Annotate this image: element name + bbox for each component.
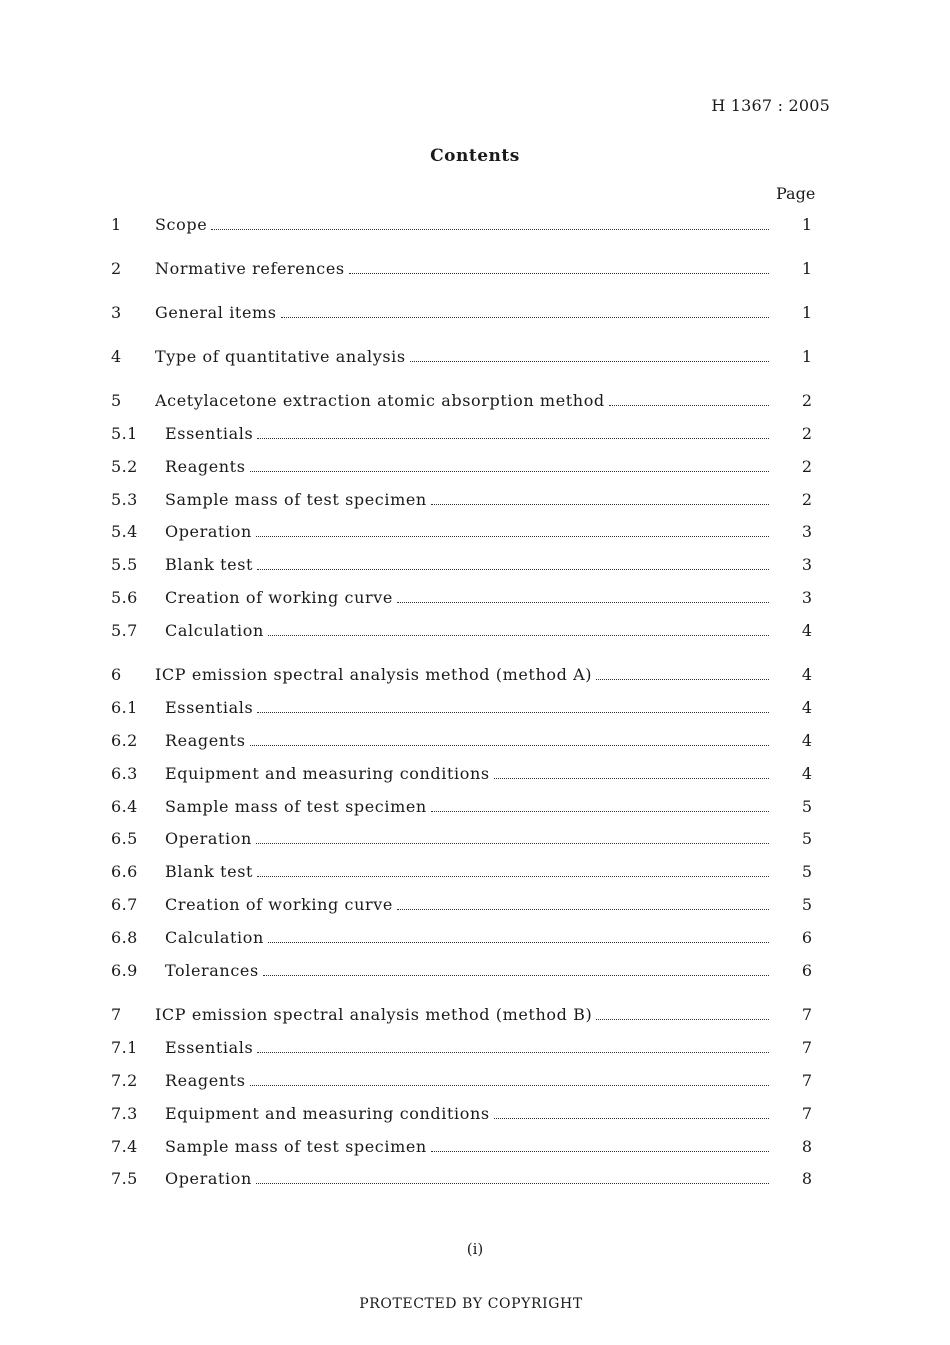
toc-entry-page: 7 xyxy=(801,1005,813,1024)
dot-leader xyxy=(256,1183,769,1184)
toc-entry[interactable] xyxy=(111,894,811,916)
toc-entry[interactable] xyxy=(111,587,811,609)
dot-leader xyxy=(609,405,769,406)
toc-entry-label: Operation xyxy=(165,522,252,541)
toc-entry-body xyxy=(165,1168,771,1190)
toc-entry-body xyxy=(155,258,771,280)
toc-entry-number: 6 xyxy=(111,665,122,684)
dot-leader xyxy=(494,1118,769,1119)
toc-entry-label: Creation of working curve xyxy=(165,895,393,914)
toc-entry[interactable] xyxy=(111,489,811,511)
toc-entry[interactable] xyxy=(111,730,811,752)
dot-leader xyxy=(431,1151,769,1152)
toc-entry-body xyxy=(165,1136,771,1158)
toc-entry-number: 5 xyxy=(111,391,122,410)
toc-entry-page: 2 xyxy=(801,424,813,443)
toc-entry-page: 4 xyxy=(801,621,813,640)
dot-leader xyxy=(257,438,769,439)
toc-entry-label: Operation xyxy=(165,1169,252,1188)
page-column-header: Page xyxy=(776,184,816,203)
dot-leader xyxy=(494,778,769,779)
toc-entry-label: Acetylacetone extraction atomic absorption method xyxy=(155,391,605,410)
dot-leader xyxy=(250,471,769,472)
toc-entry[interactable] xyxy=(111,1037,811,1059)
toc-entry-body xyxy=(165,828,771,850)
toc-entry-body xyxy=(165,521,771,543)
toc-entry-page: 1 xyxy=(801,215,813,234)
toc-entry-body xyxy=(165,763,771,785)
copyright-footer: PROTECTED BY COPYRIGHT xyxy=(359,1296,583,1312)
toc-entry-page: 2 xyxy=(801,391,813,410)
toc-entry-body xyxy=(165,489,771,511)
toc-entry-label: Reagents xyxy=(165,1071,246,1090)
toc-entry-page: 5 xyxy=(801,829,813,848)
toc-entry-body xyxy=(155,664,771,686)
toc-entry[interactable] xyxy=(111,960,811,982)
toc-entry-page: 6 xyxy=(801,961,813,980)
toc-entry-label: Reagents xyxy=(165,457,246,476)
dot-leader xyxy=(250,1085,769,1086)
toc-entry-page: 8 xyxy=(801,1169,813,1188)
toc-entry[interactable] xyxy=(111,697,811,719)
toc-entry-page: 1 xyxy=(801,259,813,278)
toc-entry-number: 5.6 xyxy=(111,588,138,607)
toc-entry-body xyxy=(165,894,771,916)
toc-entry-number: 6.4 xyxy=(111,797,138,816)
toc-entry-body xyxy=(165,796,771,818)
dot-leader xyxy=(256,536,769,537)
toc-entry-number: 5.1 xyxy=(111,424,138,443)
toc-entry-label: Operation xyxy=(165,829,252,848)
dot-leader xyxy=(410,361,769,362)
toc-entry-page: 7 xyxy=(801,1104,813,1123)
toc-entry[interactable] xyxy=(111,456,811,478)
toc-entry[interactable] xyxy=(111,796,811,818)
toc-entry-number: 6.5 xyxy=(111,829,138,848)
toc-entry-body xyxy=(165,620,771,642)
toc-entry-body xyxy=(165,960,771,982)
toc-entry[interactable] xyxy=(111,763,811,785)
toc-entry-number: 4 xyxy=(111,347,122,366)
toc-entry-label: Sample mass of test specimen xyxy=(165,490,427,509)
toc-entry-page: 6 xyxy=(801,928,813,947)
toc-entry-body xyxy=(155,214,771,236)
dot-leader xyxy=(349,273,769,274)
toc-entry-label: Blank test xyxy=(165,555,254,574)
toc-entry-body xyxy=(155,390,771,412)
toc-entry-body xyxy=(165,423,771,445)
toc-entry[interactable] xyxy=(111,214,811,236)
toc-entry-page: 1 xyxy=(801,347,813,366)
toc-entry-page: 4 xyxy=(801,698,813,717)
toc-entry[interactable] xyxy=(111,828,811,850)
toc-entry-label: ICP emission spectral analysis method (method B) xyxy=(155,1005,593,1024)
toc-entry-label: Scope xyxy=(155,215,208,234)
toc-entry-label: Tolerances xyxy=(165,961,259,980)
toc-entry-label: Equipment and measuring conditions xyxy=(165,1104,490,1123)
toc-entry-body xyxy=(155,1004,771,1026)
toc-entry-label: Type of quantitative analysis xyxy=(155,347,406,366)
toc-entry[interactable] xyxy=(111,861,811,883)
toc-entry-label: Essentials xyxy=(165,424,254,443)
toc-entry[interactable] xyxy=(111,927,811,949)
dot-leader xyxy=(596,679,769,680)
toc-entry-label: Sample mass of test specimen xyxy=(165,797,427,816)
dot-leader xyxy=(250,745,769,746)
dot-leader xyxy=(211,229,769,230)
dot-leader xyxy=(596,1019,769,1020)
toc-entry[interactable] xyxy=(111,1004,811,1026)
toc-entry-number: 6.3 xyxy=(111,764,138,783)
toc-entry[interactable] xyxy=(111,620,811,642)
toc-entry-number: 6.1 xyxy=(111,698,138,717)
toc-entry-page: 5 xyxy=(801,895,813,914)
dot-leader xyxy=(257,876,769,877)
toc-entry-body xyxy=(165,730,771,752)
dot-leader xyxy=(268,942,769,943)
toc-entry-number: 5.2 xyxy=(111,457,138,476)
toc-entry-number: 1 xyxy=(111,215,122,234)
toc-entry-body xyxy=(155,302,771,324)
toc-entry-page: 4 xyxy=(801,764,813,783)
toc-entry-label: Essentials xyxy=(165,1038,254,1057)
dot-leader xyxy=(268,635,769,636)
toc-entry-body xyxy=(165,927,771,949)
dot-leader xyxy=(431,504,769,505)
dot-leader xyxy=(257,1052,769,1053)
toc-entry-page: 4 xyxy=(801,665,813,684)
toc-entry-label: Calculation xyxy=(165,621,264,640)
dot-leader xyxy=(397,909,769,910)
dot-leader xyxy=(263,975,769,976)
toc-entry-page: 3 xyxy=(801,522,813,541)
toc-entry-number: 7.4 xyxy=(111,1137,138,1156)
toc-entry[interactable] xyxy=(111,521,811,543)
toc-entry-body xyxy=(165,1070,771,1092)
dot-leader xyxy=(257,569,769,570)
toc-entry-page: 4 xyxy=(801,731,813,750)
toc-entry-body xyxy=(165,1103,771,1125)
toc-entry-number: 7.2 xyxy=(111,1071,138,1090)
toc-entry-page: 1 xyxy=(801,303,813,322)
toc-entry[interactable] xyxy=(111,1136,811,1158)
toc-entry-label: Equipment and measuring conditions xyxy=(165,764,490,783)
toc-entry-number: 6.8 xyxy=(111,928,138,947)
toc-entry[interactable] xyxy=(111,346,811,368)
dot-leader xyxy=(256,843,769,844)
toc-entry-number: 5.7 xyxy=(111,621,138,640)
toc-entry-label: General items xyxy=(155,303,277,322)
dot-leader xyxy=(257,712,769,713)
toc-entry-body xyxy=(165,861,771,883)
toc-entry-number: 5.5 xyxy=(111,555,138,574)
toc-entry-label: Blank test xyxy=(165,862,254,881)
toc-entry[interactable] xyxy=(111,554,811,576)
toc-entry[interactable] xyxy=(111,390,811,412)
toc-entry[interactable] xyxy=(111,258,811,280)
toc-entry-page: 3 xyxy=(801,588,813,607)
toc-entry-label: Sample mass of test specimen xyxy=(165,1137,427,1156)
toc-entry-body xyxy=(165,697,771,719)
toc-entry[interactable] xyxy=(111,664,811,686)
toc-entry-page: 8 xyxy=(801,1137,813,1156)
page-number: (i) xyxy=(466,1240,484,1258)
toc-entry[interactable] xyxy=(111,1168,811,1190)
toc-entry-page: 2 xyxy=(801,490,813,509)
toc-entry[interactable] xyxy=(111,1070,811,1092)
toc-entry-label: Essentials xyxy=(165,698,254,717)
toc-entry-body xyxy=(165,554,771,576)
toc-entry-label: Normative references xyxy=(155,259,345,278)
toc-entry-number: 6.9 xyxy=(111,961,138,980)
toc-entry-number: 7.5 xyxy=(111,1169,138,1188)
toc-entry-page: 3 xyxy=(801,555,813,574)
toc-entry-body xyxy=(155,346,771,368)
toc-entry-label: Reagents xyxy=(165,731,246,750)
toc-entry-number: 7 xyxy=(111,1005,122,1024)
toc-entry-page: 5 xyxy=(801,797,813,816)
toc-entry-number: 7.3 xyxy=(111,1104,138,1123)
dot-leader xyxy=(431,811,769,812)
toc-entry-body xyxy=(165,587,771,609)
toc-entry[interactable] xyxy=(111,423,811,445)
toc-entry-body xyxy=(165,456,771,478)
toc-entry-number: 6.7 xyxy=(111,895,138,914)
toc-entry-number: 6.6 xyxy=(111,862,138,881)
toc-entry-body xyxy=(165,1037,771,1059)
toc-entry[interactable] xyxy=(111,1103,811,1125)
toc-entry-page: 7 xyxy=(801,1038,813,1057)
toc-entry-page: 7 xyxy=(801,1071,813,1090)
toc-entry-label: Calculation xyxy=(165,928,264,947)
toc-entry-number: 5.3 xyxy=(111,490,138,509)
document-identifier: H 1367 : 2005 xyxy=(711,96,830,115)
toc-entry-label: ICP emission spectral analysis method (method A) xyxy=(155,665,593,684)
toc-entry-page: 2 xyxy=(801,457,813,476)
dot-leader xyxy=(281,317,769,318)
toc-entry-number: 3 xyxy=(111,303,122,322)
toc-entry[interactable] xyxy=(111,302,811,324)
dot-leader xyxy=(397,602,769,603)
toc-entry-number: 2 xyxy=(111,259,122,278)
toc-entry-page: 5 xyxy=(801,862,813,881)
toc-entry-number: 5.4 xyxy=(111,522,138,541)
toc-entry-number: 7.1 xyxy=(111,1038,138,1057)
toc-entry-number: 6.2 xyxy=(111,731,138,750)
toc-entry-label: Creation of working curve xyxy=(165,588,393,607)
page-title: Contents xyxy=(430,146,520,166)
